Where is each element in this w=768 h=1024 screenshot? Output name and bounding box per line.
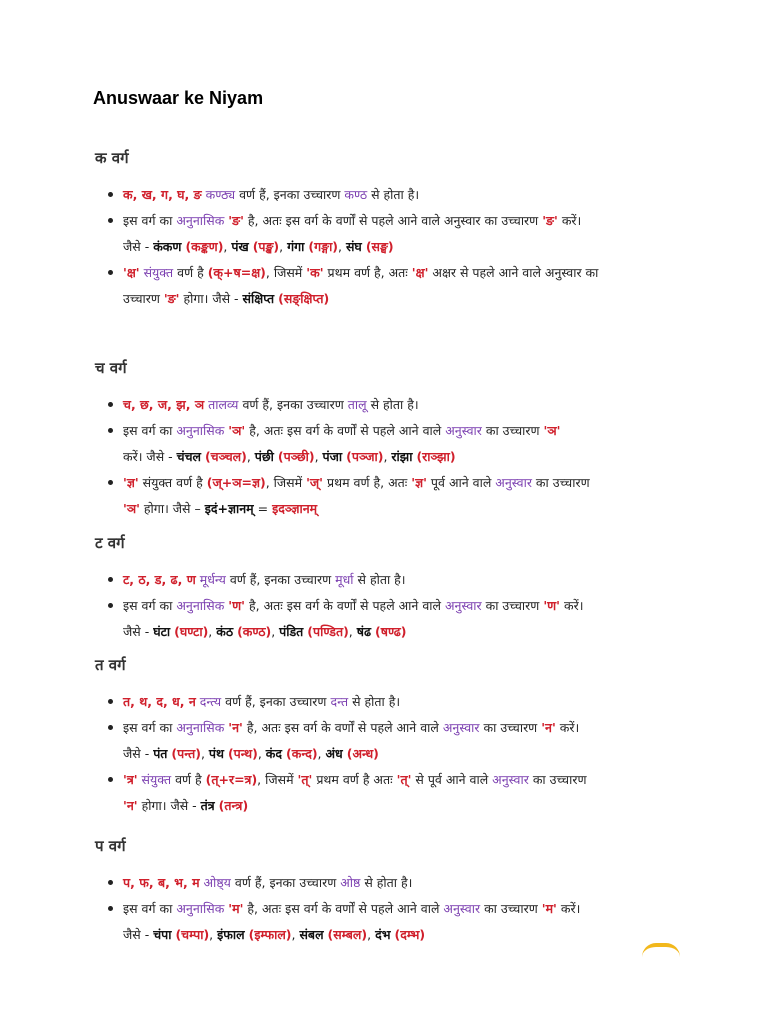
rule-item: प, फ, ब, भ, म ओष्ठ्य वर्ण हैं, इनका उच्चारण ओष्ठ से होता है। [108, 870, 695, 896]
section-title: क वर्ग [95, 149, 129, 167]
document-title: Anuswaar ke Niyam [93, 88, 264, 108]
rule-item: इस वर्ग का अनुनासिक 'म' है, अतः इस वर्ग के वर्णों से पहले आने वाले अनुस्वार का उच्चारण 'म' करें। जैसे - चंपा (चम्पा), इंफाल (इम्फाल), संबल (सम्बल), दंभ (दम्भ) [108, 896, 695, 948]
rule-item: इस वर्ग का अनुनासिक 'ङ' है, अतः इस वर्ग के वर्णों से पहले आने वाले अनुस्वार का उच्चारण 'ङ' करें। जैसे - कंकण (कङ्कण), पंख (पङ्ख), गंगा (गङ्गा), संघ (सङ्घ) [108, 208, 695, 260]
rule-list [95, 870, 695, 948]
rule-item: इस वर्ग का अनुनासिक 'ण' है, अतः इस वर्ग के वर्णों से पहले आने वाले अनुस्वार का उच्चारण 'ण' करें। जैसे - घंटा (घण्टा), कंठ (कण्ठ), पंडित (पण्डित), षंढ (षण्ढ) [108, 593, 695, 645]
rule-item: इस वर्ग का अनुनासिक 'न' है, अतः इस वर्ग के वर्णों से पहले आने वाले अनुस्वार का उच्चारण 'न' करें। जैसे - पंत (पन्त), पंथ (पन्थ), कंद (कन्द), अंध (अन्ध) [108, 715, 695, 767]
rule-list [95, 689, 695, 819]
rule-item: 'क्ष' संयुक्त वर्ण है (क्+ष=क्ष), जिसमें 'क' प्रथम वर्ण है, अतः 'क्ष' अक्षर से पहले आने वाले अनुस्वार का उच्चारण 'ङ' होगा। जैसे - संक्षिप्त (सङ्क्षिप्त) [108, 260, 695, 312]
rule-item: 'त्र' संयुक्त वर्ण है (त्+र=त्र), जिसमें 'त्' प्रथम वर्ण है अतः 'त्' से पूर्व आने वाले अनुस्वार का उच्चारण 'न' होगा। जैसे - तंत्र (तन्त्र) [108, 767, 695, 819]
section-title: त वर्ग [95, 656, 126, 674]
rule-item: ट, ठ, ड, ढ, ण मूर्धन्य वर्ण हैं, इनका उच्चारण मूर्धा से होता है। [108, 567, 695, 593]
section-ta-retroflex-varg [95, 533, 695, 645]
decorative-swoosh [642, 943, 680, 957]
section-ta-dental-varg [95, 655, 695, 819]
rule-item: 'ज्ञ' संयुक्त वर्ण है (ज्+ञ=ज्ञ), जिसमें 'ज्' प्रथम वर्ण है, अतः 'ज्ञ' पूर्व आने वाले अनुस्वार का उच्चारण 'ञ' होगा। जैसे – इदं+ज्ञानम् = इदञ्ज्ञानम् [108, 470, 695, 522]
rule-list [95, 392, 695, 522]
rule-item: च, छ, ज, झ, ञ तालव्य वर्ण हैं, इनका उच्चारण तालू से होता है। [108, 392, 695, 418]
section-title: प वर्ग [95, 837, 126, 855]
section-cha-varg [95, 358, 695, 522]
rule-item: क, ख, ग, घ, ङ कण्ठ्य वर्ण हैं, इनका उच्चारण कण्ठ से होता है। [108, 182, 695, 208]
rule-item: इस वर्ग का अनुनासिक 'ञ' है, अतः इस वर्ग के वर्णों से पहले आने वाले अनुस्वार का उच्चारण 'ञ' करें। जैसे - चंचल (चञ्चल), पंछी (पञ्छी), पंजा (पञ्जा), रांझा (राञ्झा) [108, 418, 695, 470]
section-title: ट वर्ग [95, 534, 125, 552]
rule-list [95, 182, 695, 312]
section-title: च वर्ग [95, 359, 127, 377]
rule-list [95, 567, 695, 645]
section-ka-varg [95, 148, 695, 312]
section-pa-varg [95, 836, 695, 948]
rule-item: त, थ, द, ध, न दन्त्य वर्ण हैं, इनका उच्चारण दन्त से होता है। [108, 689, 695, 715]
